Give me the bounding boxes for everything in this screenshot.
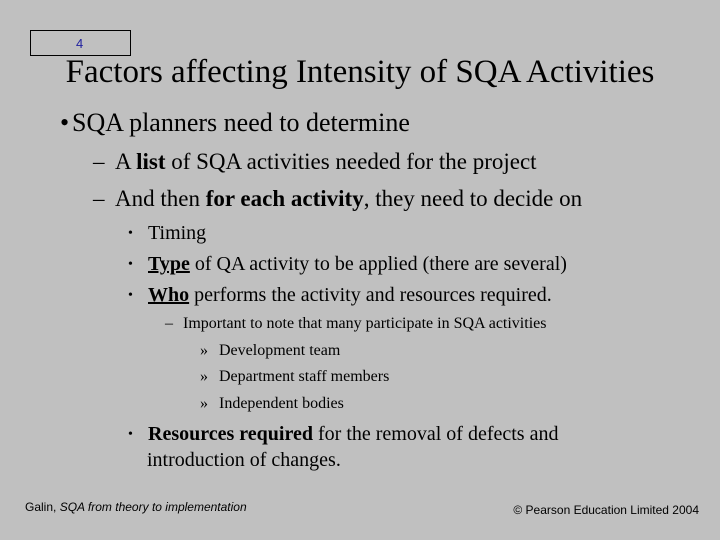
footer-author: Galin,: [25, 500, 60, 514]
point-type: [128, 253, 567, 276]
point-text: performs the activity and resources required.: [189, 284, 552, 306]
participant-item: [200, 395, 344, 413]
footer-copyright: © Pearson Education Limited 2004: [513, 503, 699, 517]
note-text: Important to note that many participate in SQA activities: [183, 315, 547, 332]
point-who: [128, 284, 552, 307]
note-participants: [165, 315, 546, 333]
bullet-marker: •: [60, 108, 70, 137]
participant-item: [200, 368, 389, 386]
participant-text: Development team: [219, 342, 341, 359]
raquo-marker: »: [200, 342, 208, 359]
slide-title: Factors affecting Intensity of SQA Activities: [65, 54, 655, 90]
raquo-marker: »: [200, 395, 208, 412]
footer-source: [25, 500, 247, 514]
point-resources-continued: introduction of changes.: [147, 449, 341, 471]
sub-item-prefix: And then: [115, 186, 206, 211]
sub-item-list: [93, 149, 537, 175]
raquo-marker: »: [200, 368, 208, 385]
sub-item-bold: for each activity: [205, 186, 364, 211]
bullet-marker: •: [128, 288, 133, 303]
sub-item-prefix: A: [115, 149, 137, 174]
sub-item-suffix: of SQA activities needed for the project: [165, 149, 537, 174]
dash-marker: –: [93, 149, 105, 174]
point-timing: [128, 222, 206, 245]
dash-marker: –: [93, 186, 105, 211]
participant-item: [200, 342, 340, 360]
bullet-marker: •: [128, 226, 133, 241]
sub-item-suffix: , they need to decide on: [363, 186, 583, 211]
bullet-text: SQA planners need to determine: [72, 108, 410, 137]
point-text: of QA activity to be applied (there are several): [189, 253, 567, 275]
sub-item-bold: list: [136, 149, 166, 174]
point-resources: [128, 423, 558, 446]
point-text: Timing: [148, 222, 207, 244]
point-bold: Resources required: [148, 423, 313, 445]
bullet-sqa-planners: [60, 108, 410, 138]
participant-text: Independent bodies: [219, 395, 344, 412]
sub-item-each-activity: [93, 186, 582, 212]
slide-number: 4: [76, 36, 84, 51]
bullet-marker: •: [128, 427, 133, 442]
point-text: for the removal of defects and: [313, 423, 559, 445]
dash-marker: –: [165, 315, 173, 332]
footer-book-title: SQA from theory to implementation: [59, 500, 247, 514]
point-underlined: Type: [148, 253, 190, 275]
point-underlined: Who: [148, 284, 190, 306]
bullet-marker: •: [128, 257, 133, 272]
participant-text: Department staff members: [219, 368, 390, 385]
